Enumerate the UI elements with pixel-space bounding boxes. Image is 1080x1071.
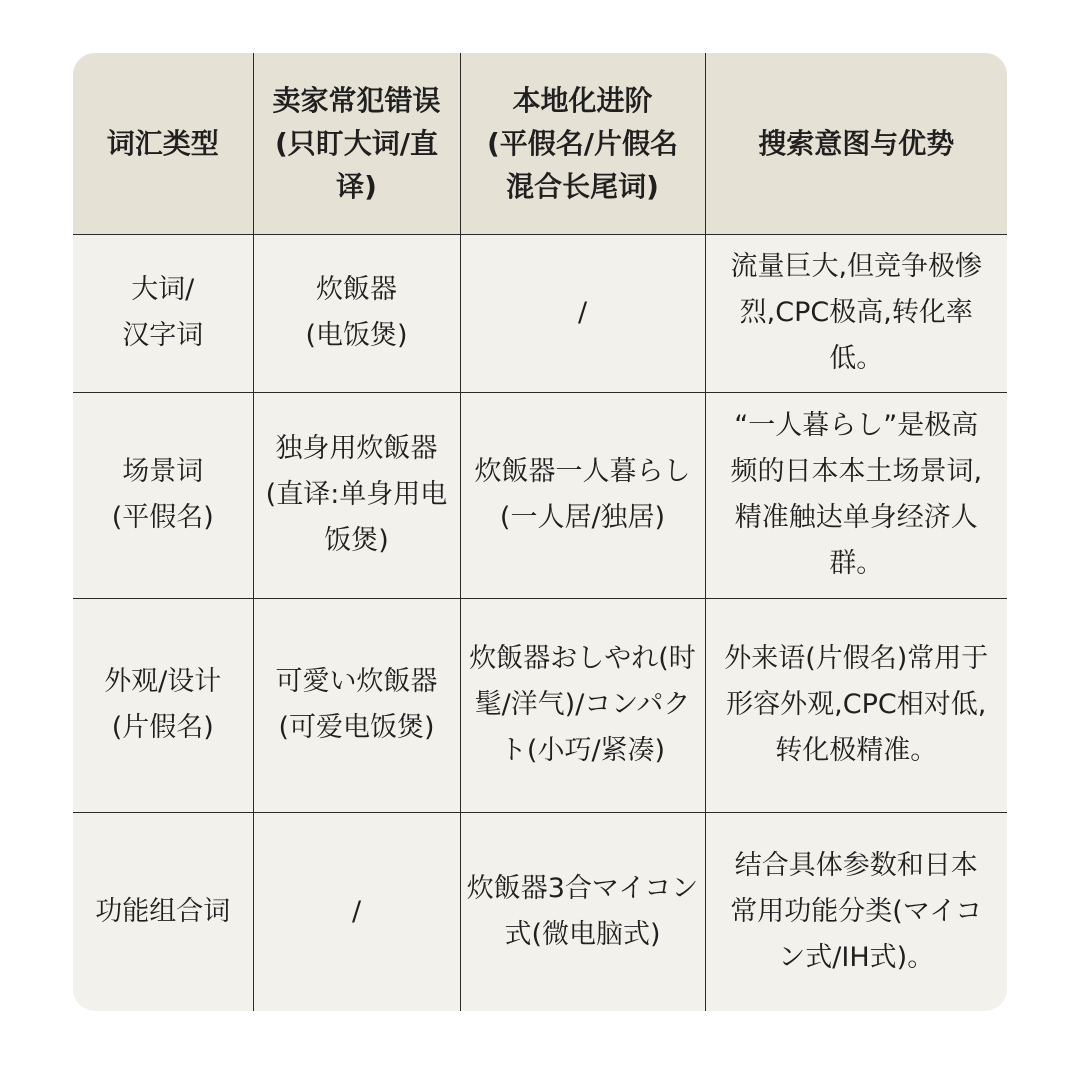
keyword-comparison-table [73, 53, 1007, 1011]
table-row [73, 812, 1007, 1011]
cell-word-type: 场景词 (平假名) [73, 392, 253, 598]
cell-mistake: 炊飯器 (电饭煲) [253, 234, 460, 392]
keyword-table-card [73, 53, 1007, 1011]
table-header-row [73, 53, 1007, 234]
header-seller-mistakes: 卖家常犯错误 (只盯大词/直译) [253, 53, 460, 234]
header-word-type: 词汇类型 [73, 53, 253, 234]
table-row [73, 598, 1007, 812]
cell-localized: / [460, 234, 705, 392]
cell-word-type: 功能组合词 [73, 812, 253, 1011]
cell-mistake: 可愛い炊飯器(可爱电饭煲) [253, 598, 460, 812]
cell-localized: 炊飯器3合マイコン式(微电脑式) [460, 812, 705, 1011]
table-row [73, 234, 1007, 392]
cell-intent: 流量巨大,但竞争极惨烈,CPC极高,转化率低。 [705, 234, 1007, 392]
cell-localized: 炊飯器おしやれ(时髦/洋气)/コンパクト(小巧/紧凑) [460, 598, 705, 812]
cell-intent: 外来语(片假名)常用于形容外观,CPC相对低,转化极精准。 [705, 598, 1007, 812]
table-row [73, 392, 1007, 598]
cell-word-type: 大词/ 汉字词 [73, 234, 253, 392]
cell-mistake: 独身用炊飯器(直译:单身用电饭煲) [253, 392, 460, 598]
cell-intent: “一人暮らし”是极高频的日本本土场景词,精准触达单身经济人群。 [705, 392, 1007, 598]
cell-word-type: 外观/设计 (片假名) [73, 598, 253, 812]
cell-mistake: / [253, 812, 460, 1011]
header-search-intent: 搜索意图与优势 [705, 53, 1007, 234]
cell-localized: 炊飯器一人暮らし(一人居/独居) [460, 392, 705, 598]
header-localized-advanced: 本地化进阶 (平假名/片假名 混合长尾词) [460, 53, 705, 234]
cell-intent: 结合具体参数和日本常用功能分类(マイコン式/IH式)。 [705, 812, 1007, 1011]
